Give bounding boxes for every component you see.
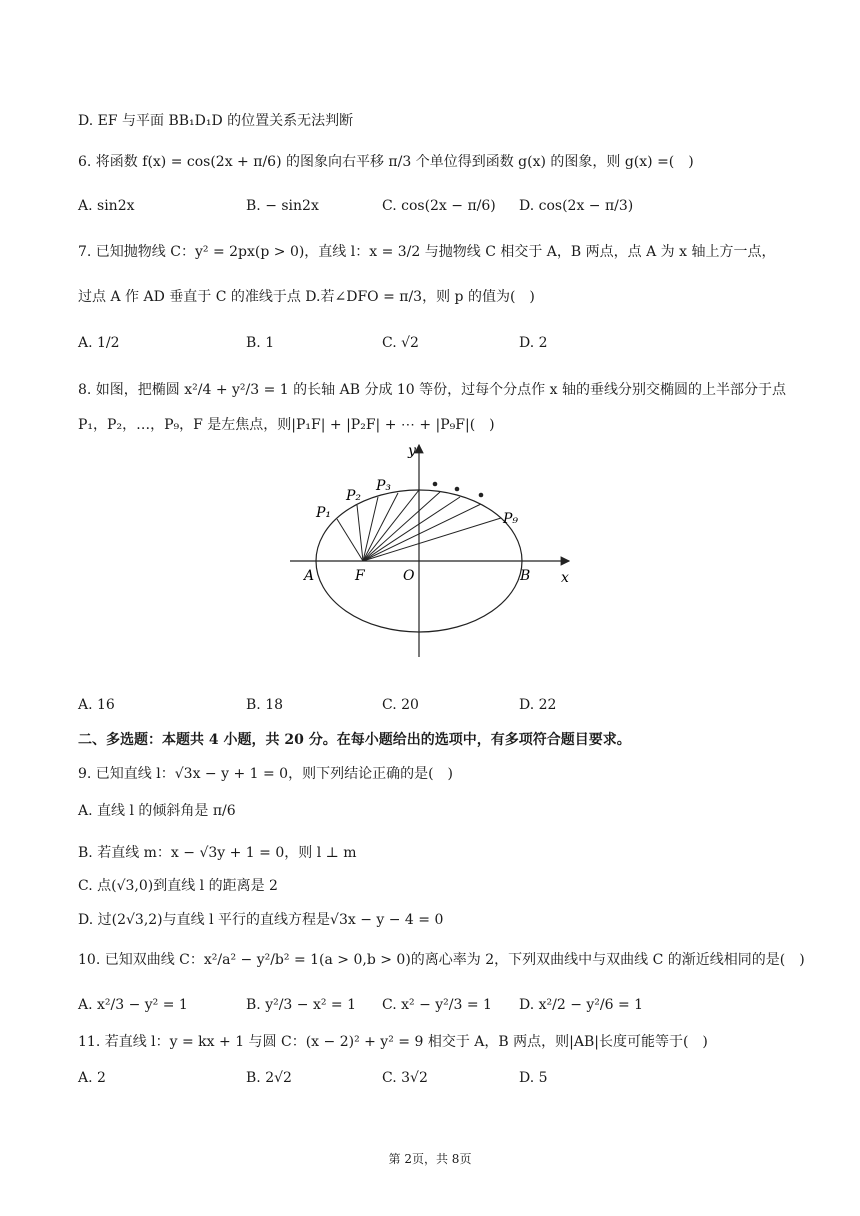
question-8-line1: 8. 如图，把椭圆 x²/4 + y²/3 = 1 的长轴 AB 分成 10 等份，过每个分点作 x 轴的垂线分别交椭圆的上半部分于点 <box>78 382 786 398</box>
q11-option-c: C. 3√2 <box>382 1070 428 1086</box>
q6-option-b: B. − sin2x <box>246 198 319 214</box>
label-p2: P₂ <box>346 488 362 504</box>
q11-option-a: A. 2 <box>78 1070 106 1086</box>
question-10: 10. 已知双曲线 C：x²/a² − y²/b² = 1(a > 0,b > 0)的离心率为 2，下列双曲线中与双曲线 C 的渐近线相同的是( ) <box>78 952 805 968</box>
q7-option-a: A. 1/2 <box>78 335 120 351</box>
ellipsis-dot <box>479 493 484 498</box>
label-p3: P₃ <box>376 478 392 494</box>
q10-option-a: A. x²/3 − y² = 1 <box>78 997 188 1013</box>
label-a: A <box>304 568 315 584</box>
page-footer: 第 2页，共 8页 <box>388 1152 472 1166</box>
q8-option-b: B. 18 <box>246 697 284 713</box>
question-7-line1: 7. 已知抛物线 C：y² = 2px(p > 0)，直线 l：x = 3/2 与抛物线 C 相交于 A，B 两点，点 A 为 x 轴上方一点， <box>78 244 776 260</box>
q8-option-c: C. 20 <box>382 697 419 713</box>
section-2-heading: 二、多选题：本题共 4 小题，共 20 分。在每小题给出的选项中，有多项符合题目要求。 <box>78 732 631 748</box>
q7-option-c: C. √2 <box>382 335 419 351</box>
ellipse-figure <box>285 437 585 667</box>
q7-option-b: B. 1 <box>246 335 275 351</box>
label-b: B <box>520 568 531 584</box>
option-d-previous: D. EF 与平面 BB₁D₁D 的位置关系无法判断 <box>78 113 354 129</box>
ellipsis-dot <box>455 487 460 492</box>
q6-option-c: C. cos(2x − π/6) <box>382 198 496 214</box>
q10-option-d: D. x²/2 − y²/6 = 1 <box>519 997 644 1013</box>
q11-option-b: B. 2√2 <box>246 1070 292 1086</box>
q9-option-b: B. 若直线 m：x − √3y + 1 = 0，则 l ⊥ m <box>78 845 357 861</box>
q6-option-d: D. cos(2x − π/3) <box>519 198 634 214</box>
label-o: O <box>403 568 415 584</box>
q11-option-d: D. 5 <box>519 1070 548 1086</box>
q9-option-c: C. 点(√3,0)到直线 l 的距离是 2 <box>78 878 278 894</box>
label-p1: P₁ <box>316 505 332 521</box>
q7-option-d: D. 2 <box>519 335 548 351</box>
question-11: 11. 若直线 l：y = kx + 1 与圆 C：(x − 2)² + y² = 9 相交于 A，B 两点，则|AB|长度可能等于( ) <box>78 1034 708 1050</box>
label-p9: P₉ <box>503 511 519 527</box>
question-8-line2: P₁，P₂，…，P₉，F 是左焦点，则|P₁F| + |P₂F| + ⋯ + |P₉F|( ) <box>78 417 495 433</box>
label-y: y <box>408 443 416 459</box>
question-7-line2: 过点 A 作 AD 垂直于 C 的准线于点 D.若∠DFO = π/3，则 p 的值为( ) <box>78 289 535 305</box>
ellipsis-dot <box>433 482 438 487</box>
label-x: x <box>561 570 569 586</box>
q10-option-c: C. x² − y²/3 = 1 <box>382 997 492 1013</box>
q10-option-b: B. y²/3 − x² = 1 <box>246 997 357 1013</box>
label-f: F <box>355 568 365 584</box>
q8-option-d: D. 22 <box>519 697 557 713</box>
q8-option-a: A. 16 <box>78 697 115 713</box>
q9-option-a: A. 直线 l 的倾斜角是 π/6 <box>78 803 236 819</box>
q9-option-d: D. 过(2√3,2)与直线 l 平行的直线方程是√3x − y − 4 = 0 <box>78 912 444 928</box>
question-9: 9. 已知直线 l：√3x − y + 1 = 0，则下列结论正确的是( ) <box>78 766 453 782</box>
question-6: 6. 将函数 f(x) = cos(2x + π/6) 的图象向右平移 π/3 个单位得到函数 g(x) 的图象，则 g(x) =( ) <box>78 154 694 170</box>
q6-option-a: A. sin2x <box>78 198 135 214</box>
